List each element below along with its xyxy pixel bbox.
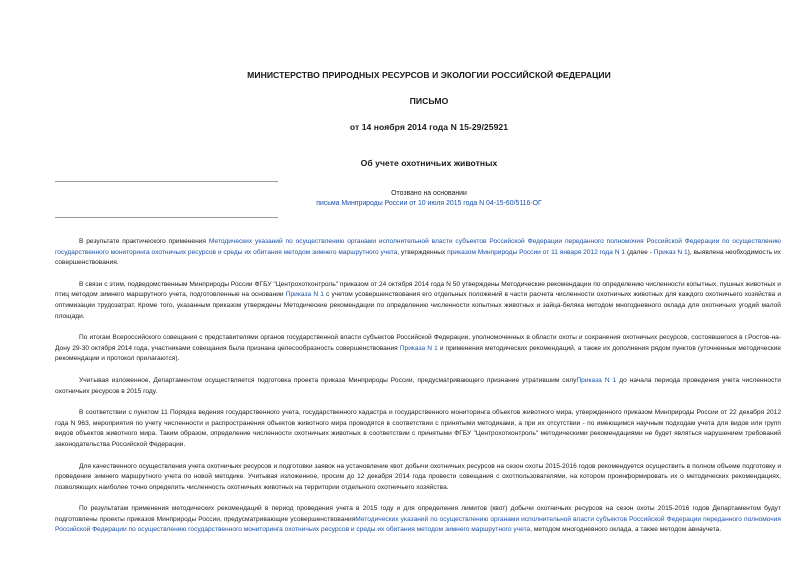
text: Учитывая изложенное, Департаментом осуществляется подготовка проекта приказа Минприроды России, предусматривающего признание утратившим силу bbox=[79, 376, 577, 384]
paragraph-1 bbox=[55, 237, 781, 269]
link-order-n1[interactable]: Приказа N 1 bbox=[285, 291, 324, 299]
link-methodical-guidelines[interactable]: Методических указаний по осуществлению органами исполнительной власти субъектов Российской Федерации переданного полномочия Российской Федерации по осуществлению государственного мониторинга охотничьих ресурсов и среды их обитания методом зимнего маршрутного учета bbox=[55, 515, 781, 534]
text: (далее - bbox=[625, 248, 654, 256]
document-subject: Об учете охотничьих животных bbox=[360, 158, 498, 168]
document-type: ПИСЬМО bbox=[409, 96, 449, 106]
paragraph-6 bbox=[55, 462, 781, 494]
text: По результатам применения методических рекомендаций в период проведения учета в 2015 году и для определения лимитов (квот) добычи охотничьих ресурсов на сезон охоты 2015-2016 годов Департаментом будут подготовлены проекты приказов Минприроды России, предусматривающие усовершенствования bbox=[55, 505, 781, 523]
paragraph-2 bbox=[55, 280, 781, 322]
text: с учетом усовершенствования его отдельных положений в части расчета численности охотничьих животных для каждого охотничьего хозяйства и оптимизации трудозатрат. Кроме того, указанным приказом утверждены Методические рекомендации по определению численности копытных животных и зайца-беляка методом многодневного оклада для охотничьих угодий малой площади. bbox=[55, 291, 782, 320]
text: В связи с этим, подведомственным Минприроды России ФГБУ "Центрохотконтроль" приказом от 24 октября 2014 года N 50 утверждены Методические рекомендации по определению численности копытных, пушных животных и птиц методом зимнего маршрутного учета, подготовленные на основании bbox=[55, 280, 781, 299]
ministry-title: МИНИСТЕРСТВО ПРИРОДНЫХ РЕСУРСОВ И ЭКОЛОГИИ РОССИЙСКОЙ ФЕДЕРАЦИИ bbox=[247, 70, 611, 80]
paragraph-5 bbox=[55, 408, 781, 450]
text: Для качественного осуществления учета охотничьих ресурсов и подготовки заявок на установление квот добычи охотничьих ресурсов на сезон охоты 2015-2016 годов рекомендуется осуществить в полном объеме подготовку и проведение зимнего маршрутного учета по новой методике. Учитывая изложенное, просим до 12 декабря 2014 года провести совещания с охотпользователями, на котором проинформировать их о методических рекомендациях, позволяющих наиболее точно определить численность охотничьих животных на территории отдельного охотничьего хозяйства. bbox=[55, 462, 781, 491]
link-order-n1[interactable]: Приказа N 1 bbox=[576, 376, 617, 384]
paragraph-3 bbox=[55, 333, 781, 365]
text: В соответствии с пунктом 11 Порядка ведения государственного учета, государственного кадастра и государственного мониторинга объектов животного мира, утвержденного приказом Минприроды России от 22 декабря 2012 года N 963, мероприятия по учету численности и распространения объектов животного мира проводятся в соответствии с принятыми методиками, а при их отсутствии - по имеющимся научным подходам учета для видов или групп видов объектов животного мира. Таким образом, определение численности охотничьих животных в соответствии с принятыми ФГБУ "Центрохотконтроль" методическими рекомендациями не будет являться нарушением требований законодательства Российской Федерации. bbox=[55, 409, 781, 448]
link-methodical-guidelines[interactable]: Методических указаний по осуществлению органами исполнительной власти субъектов Российской Федерации переданного полномочия Российской Федерации по осуществлению государственного мониторинга охотничьих ресурсов и среды их обитания методом зимнего маршрутного учета bbox=[55, 238, 781, 256]
revocation-label: Отозвано на основании bbox=[391, 190, 467, 197]
document-date-number: от 14 ноября 2014 года N 15-29/25921 bbox=[349, 122, 509, 132]
text: до начала периода проведения учета численности охотничьих ресурсов в 2015 году. bbox=[55, 376, 781, 395]
text: В результате практического применения bbox=[79, 238, 209, 245]
paragraph-7 bbox=[55, 504, 781, 536]
text: , методом многодневного оклада, а также методом авиаучета. bbox=[530, 526, 722, 534]
revocation-link[interactable]: письма Минприроды России от 10 июля 2015 года N 04-15-60/5116-ОГ bbox=[316, 200, 542, 207]
text: По итогам Всероссийского совещания с представителями органов государственной власти субъектов Российской Федерации, уполномоченных в области охоты и сохранения охотничьих ресурсов, состоявшегося в г.Ростов-на-Дону 29-30 октября 2014 года, участниками совещания была признана целесообразность совершенствования bbox=[55, 334, 781, 352]
text: и применения методических рекомендаций, а также их дополнения рядом пунктов (уточненные методические рекомендации и протокол прилагаются). bbox=[55, 344, 782, 363]
paragraph-4 bbox=[55, 376, 781, 397]
divider-top bbox=[55, 181, 278, 182]
text: , утвержденных bbox=[397, 248, 448, 256]
link-order-n1[interactable]: Приказ N 1 bbox=[653, 248, 688, 256]
divider-bottom bbox=[55, 217, 278, 218]
revocation-note bbox=[55, 189, 781, 209]
link-order-n1[interactable]: Приказа N 1 bbox=[399, 344, 438, 352]
text: ), выявлена необходимость их совершенствования. bbox=[55, 248, 781, 267]
link-order-n1-2012[interactable]: приказом Минприроды России от 11 января 2012 года N 1 bbox=[447, 248, 626, 256]
